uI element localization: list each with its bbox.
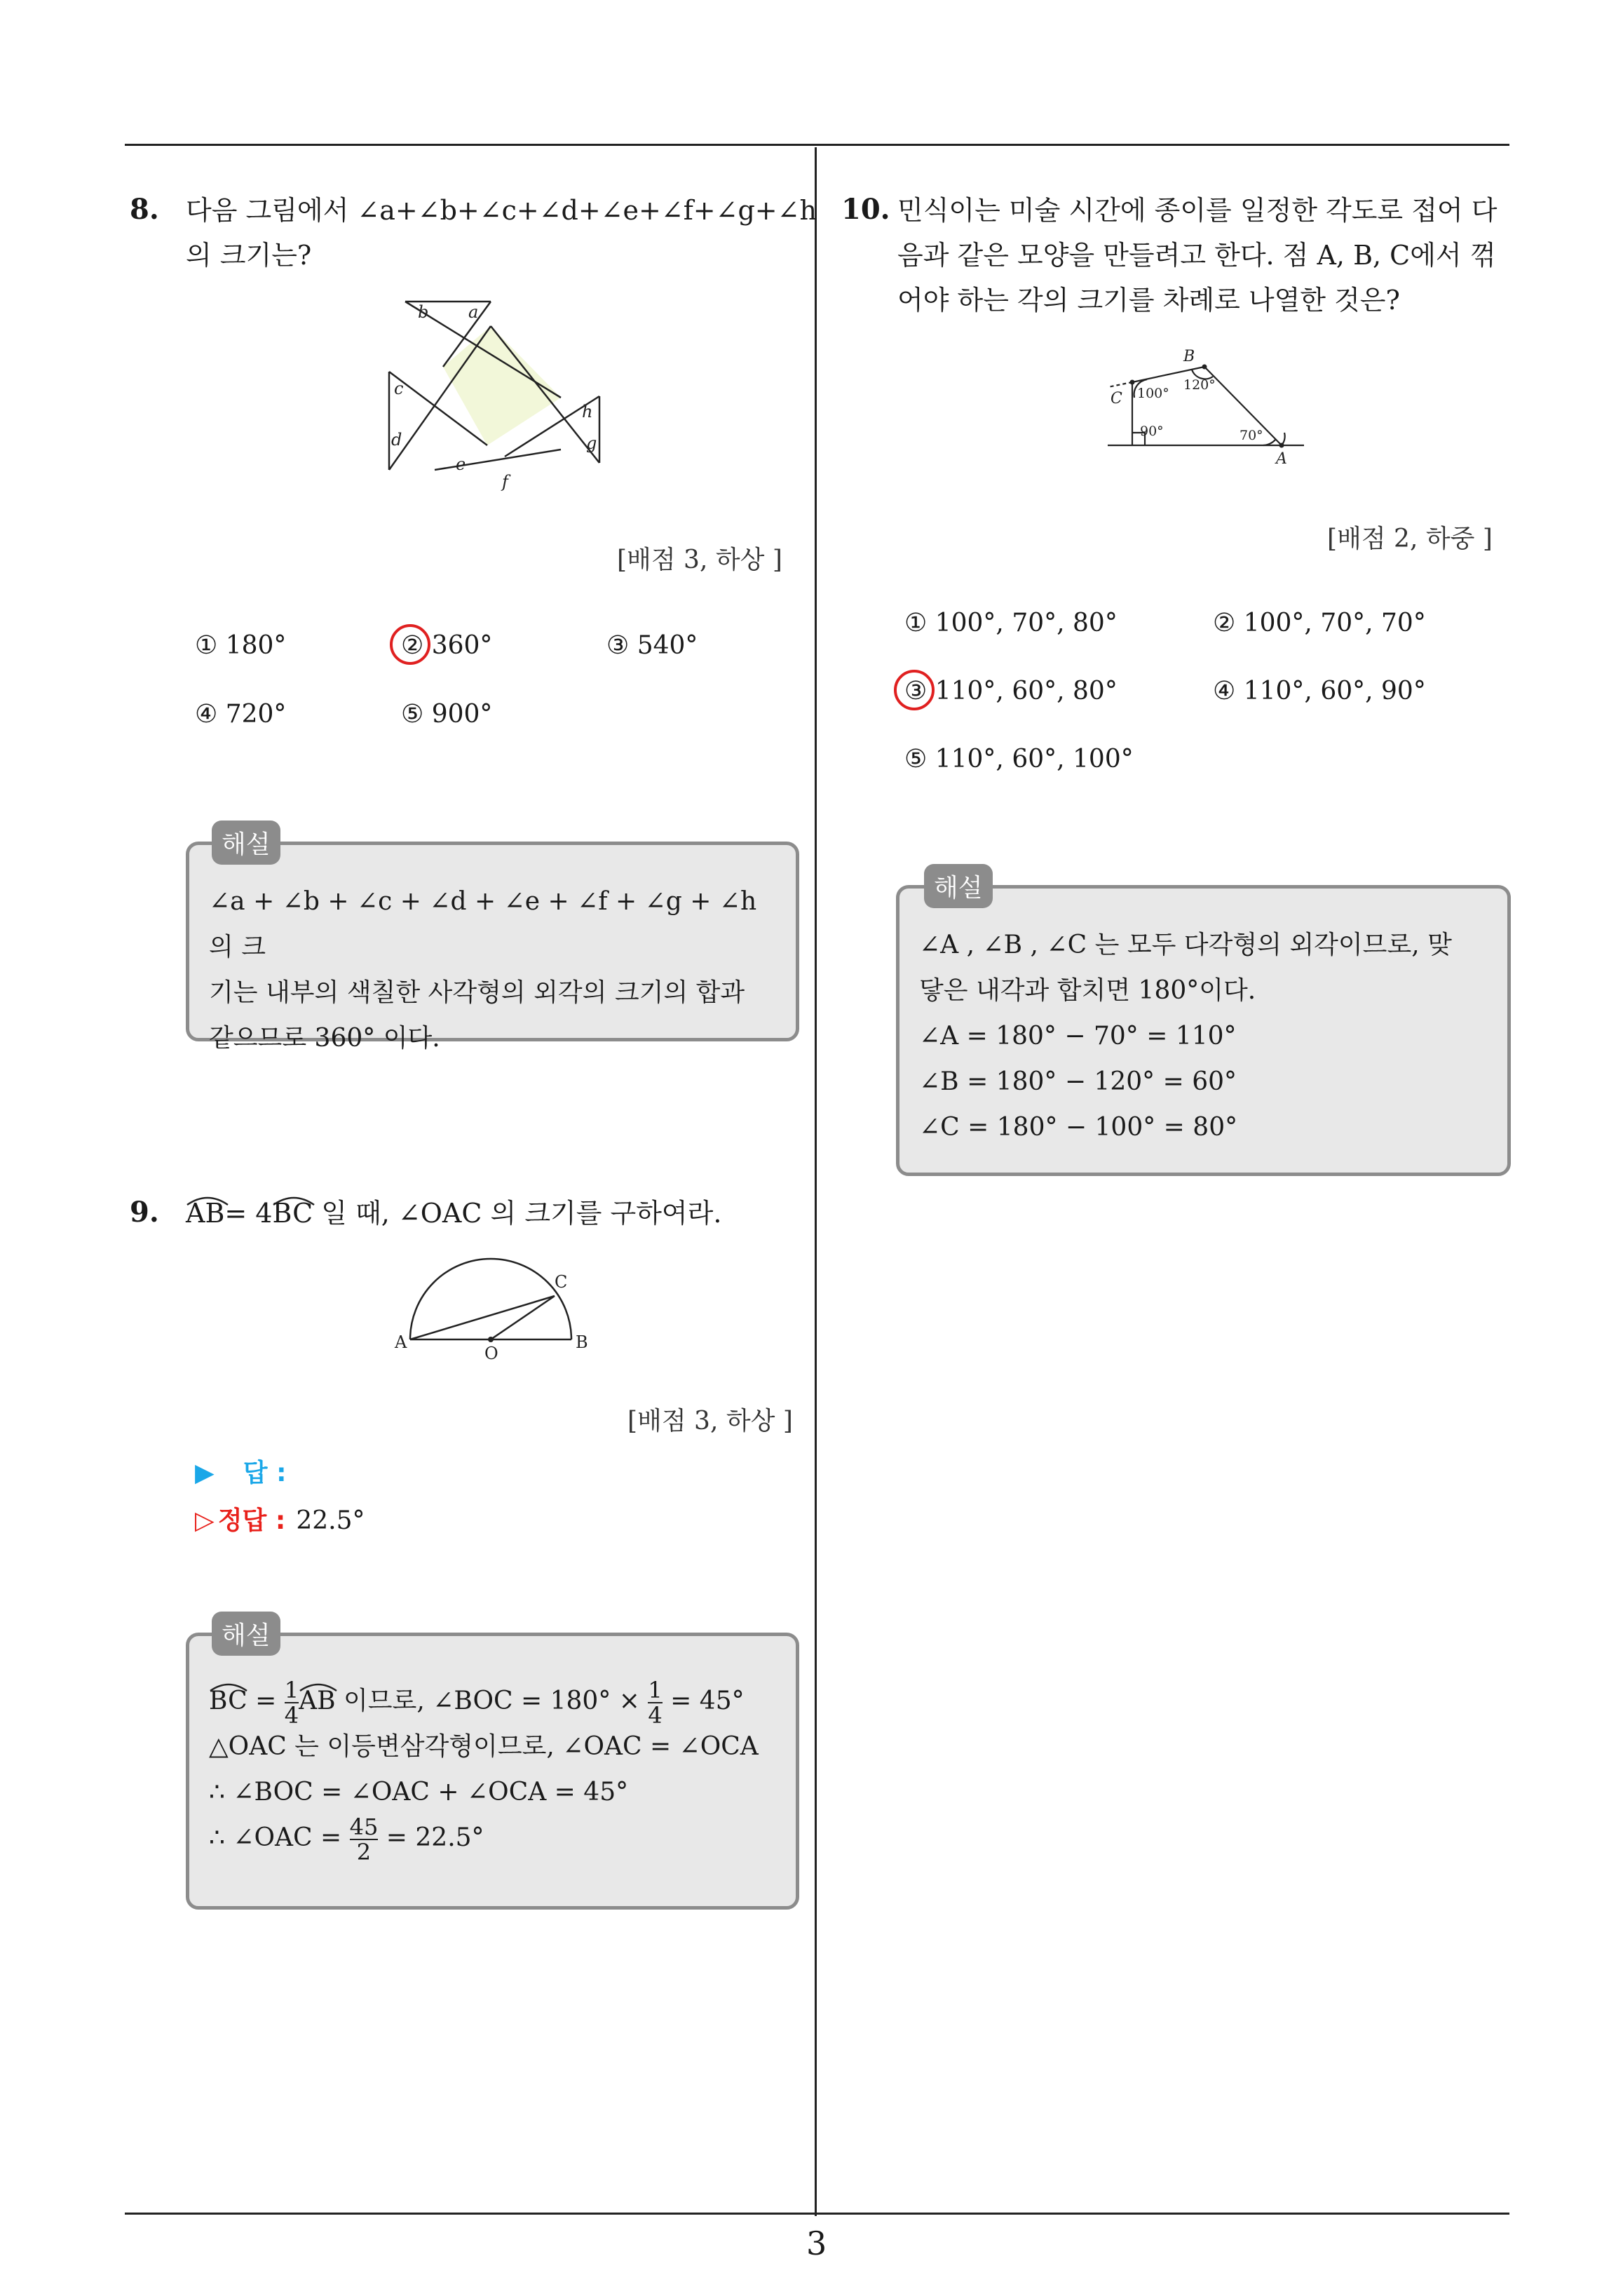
q9-ex-eq: = (247, 1687, 285, 1715)
q10-option-2[interactable]: ② 100°, 70°, 70° (1213, 609, 1426, 637)
q9-explanation-box (186, 1633, 799, 1910)
q9-ex-frac2-num: 1 (648, 1677, 663, 1703)
q8-explain-line1: ∠a + ∠b + ∠c + ∠d + ∠e + ∠f + ∠g + ∠h 의 크 (209, 887, 757, 961)
q8-explain-line2: 기는 내부의 색칠한 사각형의 외각의 크기의 합과 (209, 978, 745, 1007)
q8-option-5[interactable]: ⑤ 900° (401, 700, 493, 729)
q8-number: 8. (130, 193, 159, 226)
q8-explanation-box (186, 842, 799, 1053)
q10-option-1[interactable]: ① 100°, 70°, 80° (904, 609, 1118, 637)
bottom-rule (125, 2213, 1509, 2215)
q8-option-4[interactable]: ④ 720° (195, 700, 287, 729)
q9-rest: 일 때, ∠OAC 의 크기를 구하여라. (313, 1198, 722, 1229)
q8-label-c: c (394, 379, 404, 398)
q9-arc-bc: BC (272, 1198, 313, 1229)
q10-line2: 음과 같은 모양을 만들려고 한다. 점 A, B, C에서 꺾 (897, 240, 1496, 271)
q10-label-70: 70° (1240, 428, 1263, 443)
q10-label-120: 120° (1183, 377, 1216, 393)
q9-ex-arc-ab: AB (299, 1687, 336, 1715)
q9-ex-l4b: = 22.5° (378, 1823, 484, 1852)
q9-correct-label: 정답 : (217, 1506, 286, 1535)
q9-text (186, 1191, 721, 1236)
q8-explain-tag: 해설 (212, 821, 280, 865)
q10-score: [배점 2, 하중 ] (1327, 525, 1493, 553)
q9-ex-l4a: ∴ ∠OAC = (209, 1823, 350, 1852)
answer-arrow-icon: ▶ (195, 1459, 215, 1487)
q9-ex-frac1-num: 1 (284, 1677, 299, 1703)
q10-label-90: 90° (1140, 424, 1164, 439)
q9-explain-line3: ∴ ∠BOC = ∠OAC + ∠OCA = 45° (209, 1778, 629, 1807)
q9-ex-frac1-den: 4 (284, 1702, 299, 1729)
column-divider (815, 147, 817, 2216)
q9-correct-row (195, 1501, 365, 1537)
page-number: 3 (806, 2224, 827, 2262)
q9-label-b: B (576, 1332, 588, 1352)
q9-ex-frac3-num: 45 (349, 1814, 379, 1840)
top-rule (125, 144, 1509, 146)
q10-explain-line1: ∠A , ∠B , ∠C 는 모두 다각형의 외각이므로, 맞 (919, 931, 1452, 959)
q9-ex-arc-bc: BC (209, 1687, 247, 1715)
q10-option-5[interactable]: ⑤ 110°, 60°, 100° (904, 745, 1134, 774)
q10-explain-line3: ∠A = 180° − 70° = 110° (919, 1022, 1237, 1051)
q9-label-c: C (555, 1272, 568, 1292)
q8-option-3[interactable]: ③ 540° (606, 631, 698, 660)
q9-ex-rest: 이므로, ∠BOC = 180° × (335, 1687, 648, 1715)
correct-arrow-icon: ▷ (195, 1506, 215, 1535)
q8-figure (379, 291, 610, 494)
q8-label-f: f (502, 472, 508, 492)
q8-label-a: a (468, 302, 479, 322)
q9-label-o: O (484, 1344, 498, 1360)
q10-selected-mark (894, 670, 935, 710)
q9-explain-line1 (209, 1677, 776, 1729)
q8-label-h: h (582, 402, 593, 421)
q10-explain-tag: 해설 (924, 864, 993, 908)
q8-line1: 다음 그림에서 ∠a+∠b+∠c+∠d+∠e+∠f+∠g+∠h (186, 195, 817, 226)
q9-explain-line2: △OAC 는 이등변삼각형이므로, ∠OAC = ∠OCA (209, 1732, 759, 1761)
q8-explain-line3: 같으므로 360° 이다. (209, 1024, 440, 1053)
q9-answer-label: 답 : (243, 1459, 287, 1487)
q10-explanation-box (896, 885, 1511, 1176)
q10-option-4[interactable]: ④ 110°, 60°, 90° (1213, 677, 1426, 705)
q8-line2: 의 크기는? (186, 240, 312, 271)
q10-label-c: C (1111, 390, 1122, 407)
q10-option-3[interactable]: ③ 110°, 60°, 80° (904, 677, 1118, 705)
q8-selected-mark (390, 624, 430, 665)
q9-figure (389, 1241, 599, 1360)
q8-label-g: g (586, 433, 597, 453)
q9-arc-ab: AB (186, 1198, 225, 1229)
q9-ex-frac2-den: 4 (648, 1702, 663, 1729)
q8-option-2[interactable]: ② 360° (401, 631, 493, 660)
q10-label-a: A (1276, 450, 1287, 466)
q9-ex-frac3-den: 2 (356, 1839, 372, 1865)
q8-label-e: e (456, 454, 466, 474)
q9-explain-line4 (209, 1815, 776, 1864)
q9-answer-row (195, 1453, 287, 1489)
q9-number: 9. (130, 1196, 159, 1229)
q9-ex-end: = 45° (662, 1687, 745, 1715)
q8-label-b: b (418, 302, 429, 322)
q10-line3: 어야 하는 각의 크기를 차례로 나열한 것은? (897, 285, 1400, 316)
q9-explain-tag: 해설 (212, 1612, 280, 1656)
q9-correct-value: 22.5° (296, 1506, 365, 1535)
q8-label-d: d (391, 430, 402, 450)
q10-explain-line2: 닿은 내각과 합치면 180°이다. (919, 976, 1256, 1005)
q9-label-a: A (395, 1332, 407, 1352)
q8-option-1[interactable]: ① 180° (195, 631, 287, 660)
q9-score: [배점 3, 하상 ] (627, 1407, 793, 1436)
q10-label-b: B (1183, 348, 1195, 365)
q10-number: 10. (841, 193, 890, 226)
q10-label-100: 100° (1137, 386, 1169, 401)
q10-explain-line5: ∠C = 180° − 100° = 80° (919, 1113, 1238, 1142)
q9-eq: = 4 (224, 1198, 273, 1229)
q10-explain-line4: ∠B = 180° − 120° = 60° (919, 1067, 1237, 1096)
q10-figure (1101, 340, 1311, 466)
q8-score: [배점 3, 하상 ] (617, 546, 782, 574)
q10-line1: 민식이는 미술 시간에 종이를 일정한 각도로 접어 다 (897, 195, 1498, 226)
